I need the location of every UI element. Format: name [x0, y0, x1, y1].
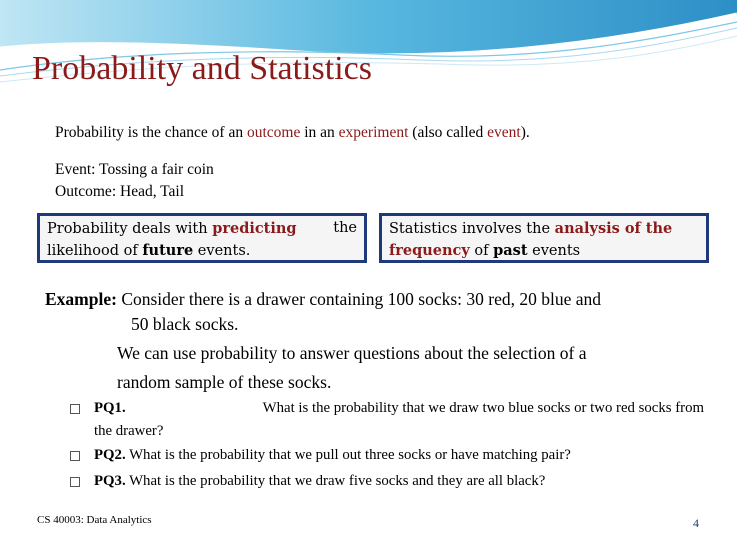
question-label: PQ1.	[94, 400, 126, 416]
example-line4: random sample of these socks.	[117, 372, 332, 392]
question-pq2: PQ2. What is the probability that we pull out three socks or have matching pair?	[94, 447, 571, 463]
term-event: event	[487, 124, 521, 141]
statistics-box	[379, 213, 709, 263]
checkbox-bullet-icon	[70, 451, 80, 461]
term-experiment: experiment	[338, 124, 409, 141]
probability-box-line1: Probability deals with predicting the	[47, 220, 357, 237]
probability-definition	[55, 124, 530, 142]
probability-box-line2: likelihood of future events.	[47, 242, 251, 259]
question-pq1: PQ1. What is the probability that we draw two blue socks or two red socks from the drawer?	[94, 400, 704, 439]
keyword-future: future	[142, 242, 194, 259]
question-label: PQ2.	[94, 447, 126, 463]
keyword-predicting: predicting	[212, 220, 297, 237]
question-pq3: PQ3. What is the probability that we draw five socks and they are all black?	[94, 473, 546, 489]
page-number: 4	[693, 516, 699, 530]
event-line: Event: Tossing a fair coin	[55, 161, 214, 178]
checkbox-bullet-icon	[70, 404, 80, 414]
keyword-analysis: analysis of the	[554, 220, 673, 237]
term-outcome: outcome	[246, 124, 301, 141]
example-line3: We can use probability to answer questions about the selection of a	[117, 343, 587, 363]
definition-text: in an	[300, 124, 339, 141]
slide-title: Probability and Statistics	[32, 50, 372, 87]
example-line1: Example: Consider there is a drawer containing 100 socks: 30 red, 20 blue and	[45, 289, 601, 309]
definition-text: Probability is the chance of an	[55, 124, 247, 141]
keyword-past: past	[493, 242, 528, 259]
footer-course: CS 40003: Data Analytics	[37, 514, 152, 526]
checkbox-bullet-icon	[70, 477, 80, 487]
definition-text: ).	[520, 124, 530, 141]
outcome-line: Outcome: Head, Tail	[55, 183, 185, 200]
example-line2: 50 black socks.	[131, 314, 239, 334]
keyword-frequency: frequency	[389, 242, 470, 259]
definition-text: (also called	[408, 124, 488, 141]
statistics-box-line2: frequency of past events	[389, 242, 581, 259]
example-label: Example:	[45, 289, 117, 309]
statistics-box-line1: Statistics involves the analysis of the	[389, 220, 673, 237]
question-label: PQ3.	[94, 473, 126, 489]
probability-box	[37, 213, 367, 263]
